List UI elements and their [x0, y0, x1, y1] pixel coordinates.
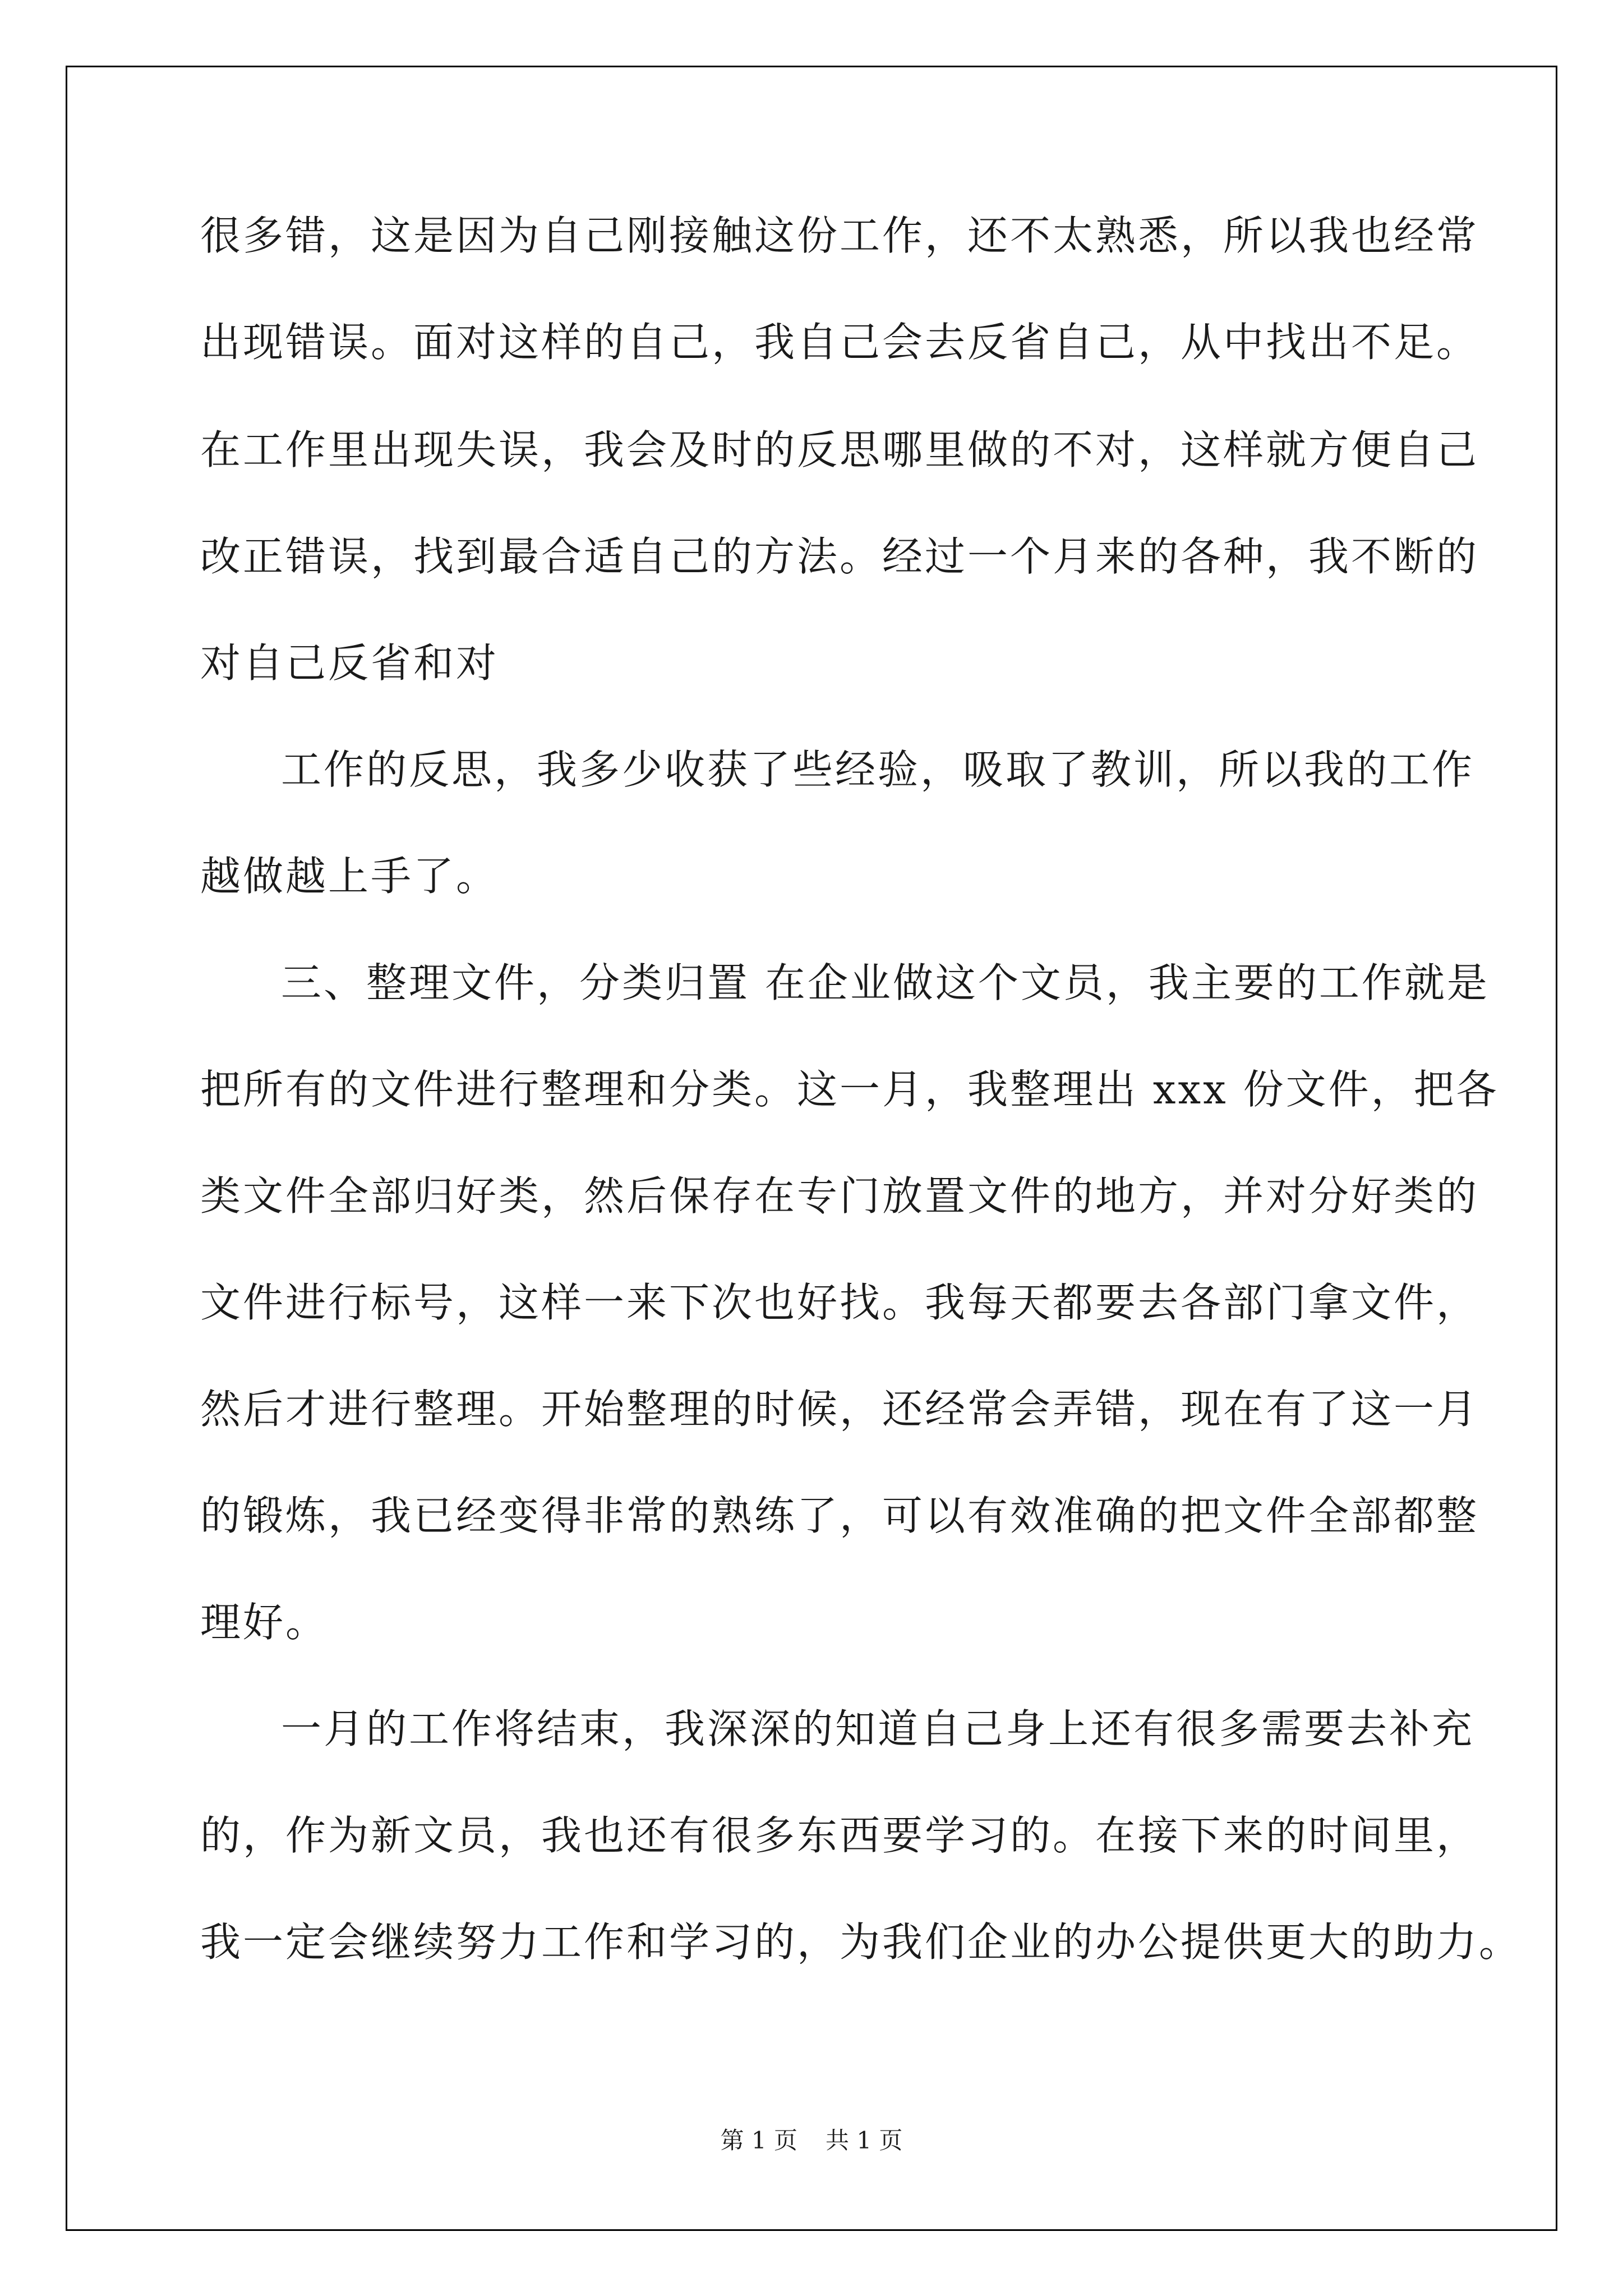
text-line: 越做越上手了。 — [200, 853, 499, 900]
text-line: 对自己反省和对 — [200, 639, 499, 687]
paragraph-first-line: 一月的工作将结束，我深深的知道自己身上还有很多需要去补充 — [281, 1705, 1475, 1752]
text-line: 很多错，这是因为自己刚接触这份工作，还不太熟悉，所以我也经常 — [200, 212, 1479, 259]
page-border — [66, 66, 1557, 2231]
paragraph-first-line: 工作的反思，我多少收获了些经验，吸取了教训，所以我的工作 — [281, 746, 1475, 793]
text-line: 的锻炼，我已经变得非常的熟练了，可以有效准确的把文件全部都整 — [200, 1492, 1479, 1539]
text-line: 然后才进行整理。开始整理的时候，还经常会弄错，现在有了这一月 — [200, 1386, 1479, 1433]
text-line: 改正错误，找到最合适自己的方法。经过一个月来的各种，我不断的 — [200, 533, 1479, 580]
text-line: 在工作里出现失误，我会及时的反思哪里做的不对，这样就方便自己 — [200, 426, 1479, 473]
paragraph-first-line: 三、整理文件，分类归置 在企业做这个文员，我主要的工作就是 — [281, 959, 1490, 1006]
text-line: 理好。 — [200, 1599, 329, 1646]
text-line: 的，作为新文员，我也还有很多东西要学习的。在接下来的时间里， — [200, 1812, 1479, 1859]
text-line: 出现错误。面对这样的自己，我自己会去反省自己，从中找出不足。 — [200, 319, 1479, 366]
text-line: 把所有的文件进行整理和分类。这一月，我整理出 xxx 份文件，把各 — [200, 1066, 1499, 1113]
text-line: 文件进行标号，这样一来下次也好找。我每天都要去各部门拿文件， — [200, 1279, 1479, 1326]
page-number: 第 1 页 — [720, 2127, 797, 2154]
text-line: 类文件全部归好类，然后保存在专门放置文件的地方，并对分好类的 — [200, 1172, 1479, 1220]
page-footer — [0, 2124, 1623, 2157]
page-total: 共 1 页 — [826, 2127, 903, 2154]
text-line: 我一定会继续努力工作和学习的，为我们企业的办公提供更大的助力。 — [200, 1918, 1522, 1966]
